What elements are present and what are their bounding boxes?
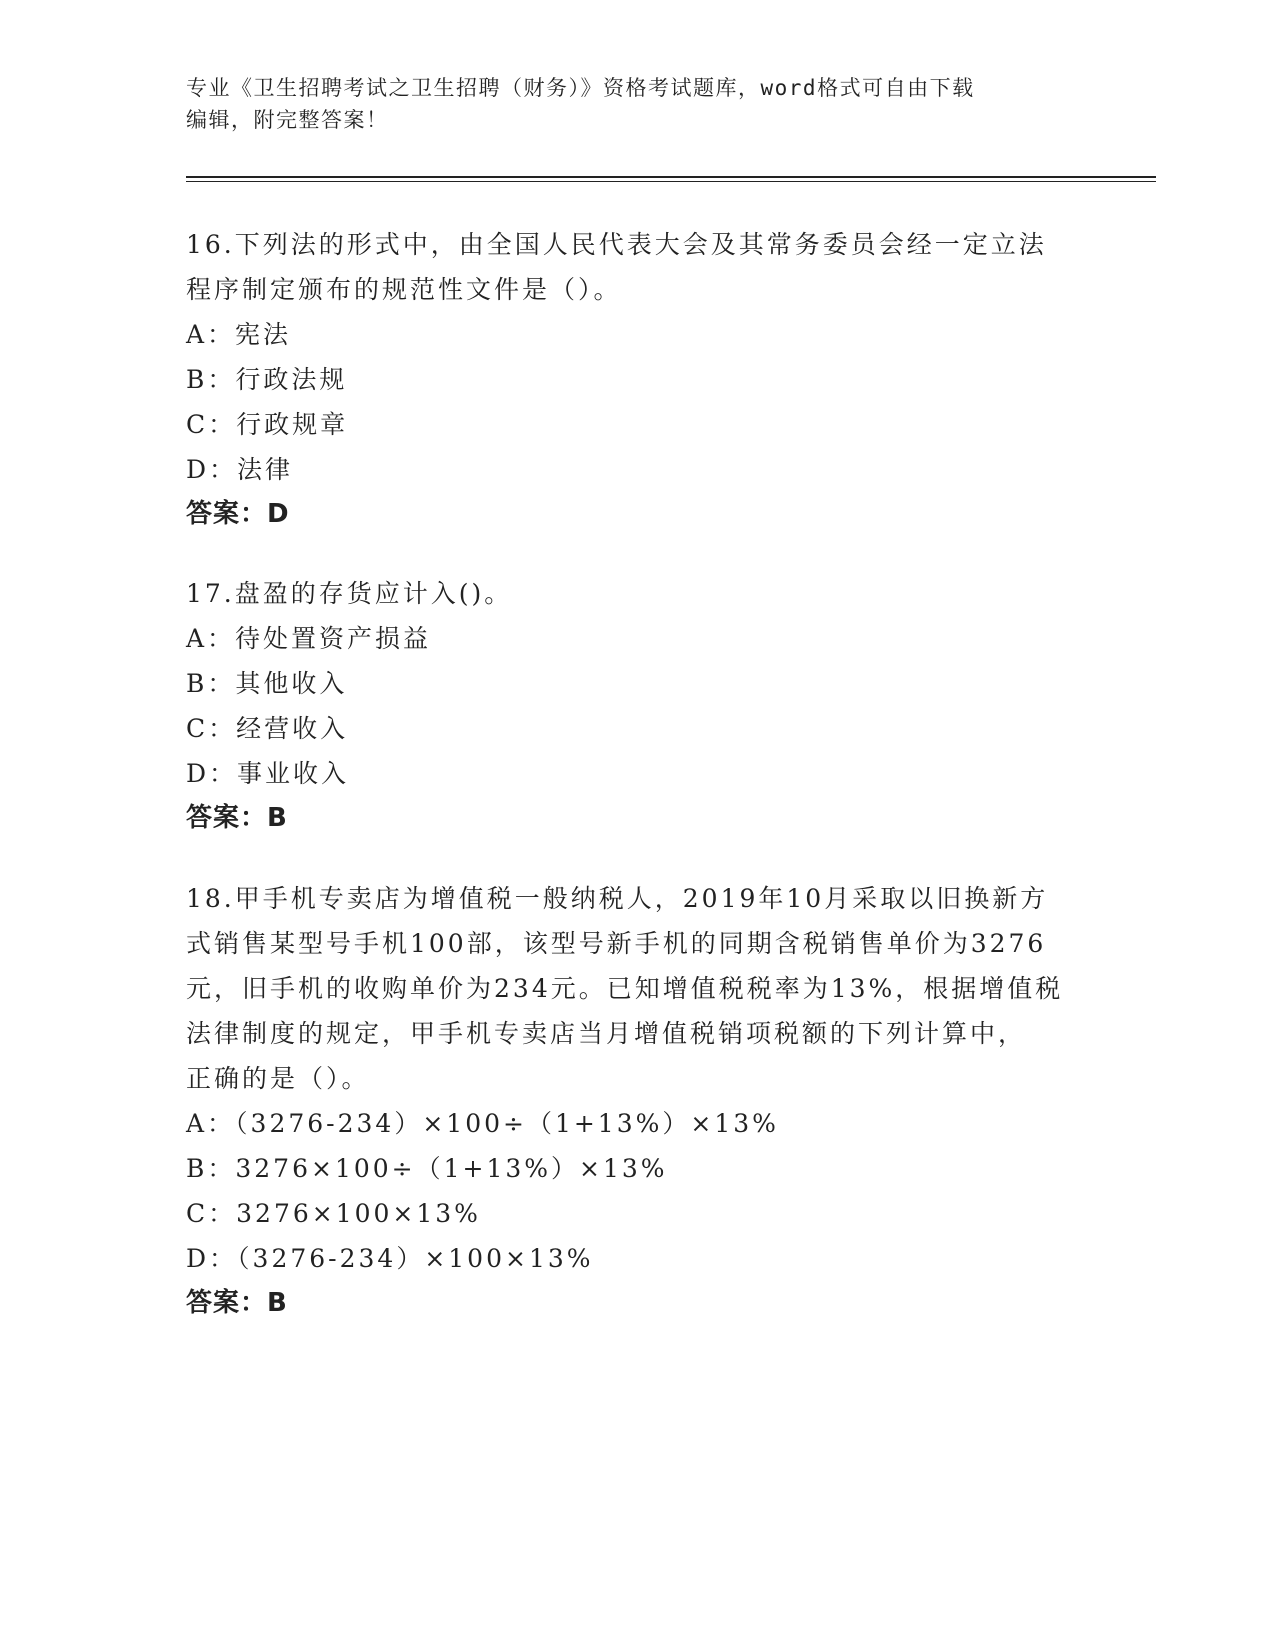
- option-a: A：宪法: [186, 320, 292, 349]
- question-16: [186, 222, 1066, 537]
- question-line: 元，旧手机的收购单价为234元。已知增值税税率为13%，根据增值税: [186, 974, 1064, 1003]
- question-text: [186, 876, 1066, 1101]
- option-a: A：待处置资产损益: [186, 624, 432, 653]
- question-line: 法律制度的规定，甲手机专卖店当月增值税销项税额的下列计算中，: [186, 1019, 1027, 1048]
- option-a: A：（3276-234）×100÷（1+13%）×13%: [186, 1109, 779, 1138]
- question-18: [186, 876, 1066, 1326]
- header-line-2: 编辑，附完整答案！: [186, 108, 389, 132]
- document-header: [186, 72, 1056, 136]
- question-line: 程序制定颁布的规范性文件是（）。: [186, 275, 622, 304]
- option-d: D：事业收入: [186, 759, 350, 788]
- answer: 答案：D: [186, 499, 290, 529]
- question-line: 17.盘盈的存货应计入()。: [186, 579, 513, 608]
- option-c: C：行政规章: [186, 410, 349, 439]
- option-d: D：（3276-234）×100×13%: [186, 1244, 594, 1273]
- question-line: 18.甲手机专卖店为增值税一般纳税人，2019年10月采取以旧换新方: [186, 884, 1049, 913]
- question-text: [186, 571, 1066, 616]
- option-c: C：经营收入: [186, 714, 349, 743]
- header-divider-thin: [186, 181, 1156, 182]
- header-divider-thick: [186, 176, 1156, 178]
- answer: 答案：B: [186, 803, 288, 833]
- option-c: C：3276×100×13%: [186, 1199, 481, 1228]
- question-line: 正确的是（）。: [186, 1064, 370, 1093]
- option-b: B：行政法规: [186, 365, 348, 394]
- option-b: B：3276×100÷（1+13%）×13%: [186, 1154, 668, 1183]
- option-b: B：其他收入: [186, 669, 348, 698]
- answer: 答案：B: [186, 1288, 288, 1318]
- question-line: 式销售某型号手机100部，该型号新手机的同期含税销售单价为3276: [186, 929, 1047, 958]
- question-17: [186, 571, 1066, 841]
- option-d: D：法律: [186, 455, 294, 484]
- header-line-1: 专业《卫生招聘考试之卫生招聘（财务）》资格考试题库，word格式可自由下载: [186, 76, 975, 100]
- question-line: 16.下列法的形式中，由全国人民代表大会及其常务委员会经一定立法: [186, 230, 1047, 259]
- question-text: [186, 222, 1066, 312]
